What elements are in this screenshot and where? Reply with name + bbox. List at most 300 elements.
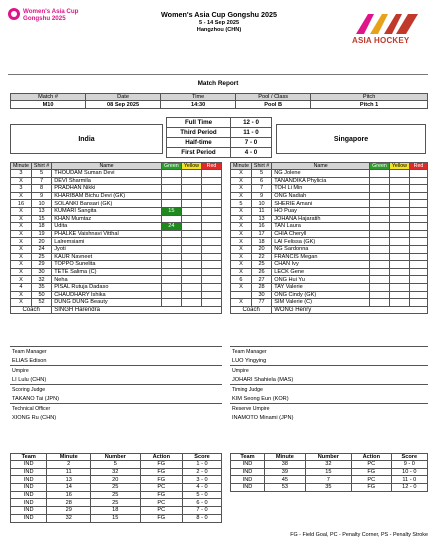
match-pool: Pool B	[236, 101, 311, 109]
red-card-cell	[202, 268, 222, 276]
official-label: Team Manager	[12, 349, 47, 355]
goal-row	[231, 461, 428, 469]
player-minute: X	[231, 299, 252, 307]
goal-team: IND	[11, 499, 47, 507]
goal-minute: 2	[47, 461, 91, 469]
player-row	[231, 200, 428, 208]
goal-score: 8 - 0	[183, 514, 222, 522]
player-row	[231, 185, 428, 193]
player-shirt: 20	[31, 238, 51, 246]
asia-hockey-logo	[350, 14, 424, 48]
red-card-cell	[202, 192, 222, 200]
goal-team: IND	[231, 476, 265, 484]
goal-score: 12 - 0	[391, 484, 427, 492]
player-shirt: 5	[31, 170, 51, 178]
score-row	[167, 118, 272, 128]
player-row	[231, 230, 428, 238]
yellow-card-cell	[181, 185, 201, 193]
yellow-card-cell	[389, 245, 409, 253]
goal-action: FG	[140, 514, 182, 522]
green-card-cell	[161, 291, 181, 299]
event-logo-mark	[8, 8, 20, 20]
player-name: TAN Laura	[272, 223, 370, 231]
player-row	[231, 223, 428, 231]
score-value: 7 - 0	[231, 138, 272, 148]
player-shirt: 19	[31, 230, 51, 238]
player-shirt: 7	[251, 185, 271, 193]
official-value: LI Lulu (CHN)	[12, 377, 47, 383]
player-name: KHAN Mumtaz	[52, 215, 162, 223]
player-shirt: 32	[31, 276, 51, 284]
player-row	[11, 299, 222, 307]
green-card-cell	[161, 215, 181, 223]
event-logo-line1: Women's Asia Cup	[23, 8, 79, 15]
player-row	[11, 200, 222, 208]
player-shirt: 29	[31, 261, 51, 269]
player-shirt: 20	[251, 245, 271, 253]
green-card-cell	[370, 192, 390, 200]
goal-action: FG	[140, 491, 182, 499]
yellow-card-cell	[389, 177, 409, 185]
player-minute: X	[11, 299, 32, 307]
player-name: LECK Gene	[272, 268, 370, 276]
score-value: 12 - 0	[231, 118, 272, 128]
player-row	[11, 268, 222, 276]
player-row	[11, 245, 222, 253]
green-card-cell	[161, 253, 181, 261]
player-minute: X	[11, 268, 32, 276]
goal-minute: 53	[264, 484, 305, 492]
yellow-card-cell	[181, 245, 201, 253]
yellow-card-cell	[389, 230, 409, 238]
player-shirt: 13	[31, 207, 51, 215]
green-card-cell	[370, 200, 390, 208]
goal-minute: 14	[47, 484, 91, 492]
player-shirt: 25	[31, 253, 51, 261]
green-card-cell	[370, 207, 390, 215]
yellow-card-cell	[181, 200, 201, 208]
player-row	[231, 177, 428, 185]
player-shirt: 27	[251, 276, 271, 284]
red-card-cell	[410, 170, 428, 178]
yellow-card-cell	[181, 223, 201, 231]
green-card-cell: 24	[161, 223, 181, 231]
goal-minute: 13	[47, 476, 91, 484]
red-card-cell	[410, 177, 428, 185]
pitch-header: Pitch	[311, 94, 428, 101]
minute-header: Minute	[231, 163, 252, 170]
goal-row	[11, 484, 222, 492]
yellow-card-cell	[389, 185, 409, 193]
green-card-cell	[370, 245, 390, 253]
player-name: CHIA Cheryll	[272, 230, 370, 238]
player-name: TAY Valerie	[272, 283, 370, 291]
score-row	[167, 138, 272, 148]
player-minute: X	[231, 215, 252, 223]
goal-team: IND	[11, 491, 47, 499]
yellow-card-cell	[181, 253, 201, 261]
player-shirt: 30	[31, 268, 51, 276]
player-minute: X	[11, 177, 32, 185]
official-label: Timing Judge	[232, 387, 263, 393]
goal-number: 32	[305, 461, 351, 469]
player-minute: X	[11, 245, 32, 253]
player-row	[11, 207, 222, 215]
goal-score: 5 - 0	[183, 491, 222, 499]
official-item	[230, 365, 428, 384]
goal-number: 35	[305, 484, 351, 492]
player-row	[11, 185, 222, 193]
player-name: TETE Salima (C)	[52, 268, 162, 276]
player-minute: 3	[11, 170, 32, 178]
yellow-card-cell	[181, 268, 201, 276]
red-card-cell	[410, 268, 428, 276]
goal-action: FG	[140, 468, 182, 476]
asia-hockey-logo-text: ASIA HOCKEY	[352, 36, 410, 45]
goal-minute: 29	[47, 507, 91, 515]
green-card-cell	[370, 276, 390, 284]
player-name: JOHANA Hajaratih	[272, 215, 370, 223]
player-minute: X	[231, 261, 252, 269]
red-card-cell	[202, 291, 222, 299]
player-shirt: 18	[31, 223, 51, 231]
goal-row	[11, 491, 222, 499]
player-name: FRANCIS Megan	[272, 253, 370, 261]
player-shirt: 11	[251, 207, 271, 215]
official-label: Technical Officer	[12, 406, 51, 412]
green-card-cell	[370, 177, 390, 185]
player-row	[231, 276, 428, 284]
goal-row	[231, 468, 428, 476]
red-card-cell	[202, 185, 222, 193]
player-shirt: 16	[251, 223, 271, 231]
player-minute: X	[231, 283, 252, 291]
goal-minute: 38	[264, 461, 305, 469]
player-name: PHALKE Vaishnavi Vitthal	[52, 230, 162, 238]
green-card-cell	[370, 185, 390, 193]
goal-number: 25	[91, 499, 141, 507]
yellow-card-cell	[389, 223, 409, 231]
player-shirt: 6	[251, 177, 271, 185]
goal-team: IND	[11, 514, 47, 522]
player-name: Udita	[52, 223, 162, 231]
red-card-cell	[410, 185, 428, 193]
green-card-cell	[370, 223, 390, 231]
goal-number: 7	[305, 476, 351, 484]
player-name: TANANDIKA Phylicia	[272, 177, 370, 185]
green-card-cell	[161, 299, 181, 307]
official-value: JOHARI Shahiela (MAS)	[232, 377, 294, 383]
player-row	[11, 261, 222, 269]
goals-table-left	[10, 453, 222, 523]
goal-score: 11 - 0	[391, 476, 427, 484]
red-card-cell	[410, 192, 428, 200]
red-card-cell	[202, 200, 222, 208]
official-label: Umpire	[12, 368, 29, 374]
yellow-card-cell	[389, 215, 409, 223]
match-pitch: Pitch 1	[311, 101, 428, 109]
goal-number: 20	[91, 476, 141, 484]
player-shirt: 24	[31, 245, 51, 253]
player-row	[11, 291, 222, 299]
goals-table-right	[230, 453, 428, 492]
player-row	[231, 170, 428, 178]
official-item	[230, 346, 428, 365]
green-card-cell	[161, 200, 181, 208]
player-shirt: 28	[251, 283, 271, 291]
green-card-cell	[161, 238, 181, 246]
red-card-cell	[410, 207, 428, 215]
green-card-cell	[370, 170, 390, 178]
coach-row	[231, 306, 428, 314]
yellow-card-header: Yellow	[389, 163, 409, 170]
goal-row	[231, 484, 428, 492]
red-card-cell	[410, 215, 428, 223]
player-name: KAUR Navneet	[52, 253, 162, 261]
goal-score: 2 - 0	[183, 468, 222, 476]
shirt-header: Shirt #	[31, 163, 51, 170]
goal-number: 25	[91, 491, 141, 499]
goal-minute: 16	[47, 491, 91, 499]
goal-score: 1 - 0	[183, 461, 222, 469]
score-label: Half-time	[167, 138, 231, 148]
player-shirt: 9	[31, 192, 51, 200]
goal-score: 4 - 0	[183, 484, 222, 492]
official-label: Reserve Umpire	[232, 406, 270, 412]
report-title: Match Report	[197, 80, 239, 87]
home-roster-table	[10, 162, 222, 314]
goal-number-header: Number	[305, 454, 351, 461]
player-name: LAI Felissa (GK)	[272, 238, 370, 246]
green-card-cell	[161, 192, 181, 200]
red-card-cell	[410, 291, 428, 299]
green-card-cell	[161, 177, 181, 185]
goal-minute: 45	[264, 476, 305, 484]
red-card-cell	[202, 283, 222, 291]
yellow-card-cell	[389, 261, 409, 269]
official-value: KIM Seong Eun (KOR)	[232, 396, 289, 402]
coach-row	[11, 306, 222, 314]
player-name: ONG Hui Yu	[272, 276, 370, 284]
red-card-cell	[410, 238, 428, 246]
player-name: TOH Li Min	[272, 185, 370, 193]
player-name: DEVI Sharmila	[52, 177, 162, 185]
goal-minute: 28	[47, 499, 91, 507]
player-row	[231, 261, 428, 269]
player-row	[231, 215, 428, 223]
asia-hockey-logo-mark	[356, 14, 418, 34]
player-shirt: 7	[31, 177, 51, 185]
red-card-cell	[202, 245, 222, 253]
header-divider	[8, 74, 428, 75]
official-value: LUO Yingying	[232, 358, 267, 364]
official-value: ELIAS Edison	[12, 358, 47, 364]
player-name: KUMARI Sangita	[52, 207, 162, 215]
minute-header: Minute	[11, 163, 32, 170]
away-roster-table	[230, 162, 428, 314]
official-value: TAKANO Tai (JPN)	[12, 396, 60, 402]
goal-team: IND	[11, 468, 47, 476]
goal-score-header: Score	[391, 454, 427, 461]
player-row	[11, 283, 222, 291]
score-label: Full Time	[167, 118, 231, 128]
red-card-cell	[202, 207, 222, 215]
score-value: 11 - 0	[231, 128, 272, 138]
player-row	[231, 268, 428, 276]
goal-score: 10 - 0	[391, 468, 427, 476]
green-card-cell	[370, 268, 390, 276]
goal-row	[11, 468, 222, 476]
home-team-name: India	[10, 124, 163, 154]
official-value: INAMOTO Minami (JPN)	[232, 415, 294, 421]
coach-name: SINGH Harendra	[52, 306, 222, 314]
goal-minute: 32	[47, 514, 91, 522]
player-name: SOLANKI Bansari (GK)	[52, 200, 162, 208]
match-number: M10	[11, 101, 86, 109]
player-minute: 3	[11, 185, 32, 193]
player-shirt: 50	[31, 291, 51, 299]
player-shirt: 30	[251, 291, 271, 299]
player-minute: 6	[231, 276, 252, 284]
green-card-cell	[370, 253, 390, 261]
green-card-cell	[370, 238, 390, 246]
red-card-cell	[410, 200, 428, 208]
player-minute: X	[231, 230, 252, 238]
yellow-card-cell	[389, 207, 409, 215]
goal-score-header: Score	[183, 454, 222, 461]
goal-minute-header: Minute	[264, 454, 305, 461]
green-card-cell	[161, 276, 181, 284]
red-card-cell	[202, 223, 222, 231]
red-card-cell	[202, 177, 222, 185]
goal-action: PC	[140, 484, 182, 492]
yellow-card-cell	[181, 215, 201, 223]
player-minute: X	[231, 268, 252, 276]
official-item	[10, 346, 222, 365]
score-label: First Period	[167, 148, 231, 158]
player-row	[231, 238, 428, 246]
red-card-header: Red	[410, 163, 428, 170]
player-minute: 4	[11, 283, 32, 291]
coach-label: Coach	[11, 306, 52, 314]
score-label: Third Period	[167, 128, 231, 138]
red-card-cell	[410, 261, 428, 269]
action-legend: FG - Field Goal, PC - Penalty Corner, PS - Penalty Stroke	[290, 532, 428, 538]
player-minute: X	[11, 238, 32, 246]
player-row	[231, 299, 428, 307]
official-item	[230, 403, 428, 422]
red-card-cell	[202, 215, 222, 223]
green-card-cell	[161, 268, 181, 276]
red-card-cell	[202, 276, 222, 284]
goal-score: 9 - 0	[391, 461, 427, 469]
player-row	[11, 230, 222, 238]
date-header: Date	[86, 94, 161, 101]
red-card-cell	[202, 230, 222, 238]
player-minute: X	[231, 223, 252, 231]
player-row	[11, 177, 222, 185]
player-shirt: 17	[251, 230, 271, 238]
player-minute: X	[231, 207, 252, 215]
player-row	[231, 245, 428, 253]
official-value: XIONG Ru (CHN)	[12, 415, 57, 421]
goal-action: FG	[140, 476, 182, 484]
official-item	[230, 384, 428, 403]
player-row	[231, 253, 428, 261]
red-card-cell	[202, 170, 222, 178]
player-row	[11, 170, 222, 178]
goal-team: IND	[11, 476, 47, 484]
player-shirt: 10	[31, 200, 51, 208]
event-venue: Hangzhou (CHN)	[196, 27, 242, 33]
pool-header: Pool / Class	[236, 94, 311, 101]
player-row	[11, 276, 222, 284]
green-card-cell	[161, 245, 181, 253]
goal-team-header: Team	[231, 454, 265, 461]
player-name: ONG Cindy (GK)	[272, 291, 370, 299]
green-card-cell	[161, 185, 181, 193]
away-team-name: Singapore	[276, 124, 426, 154]
player-row	[11, 223, 222, 231]
green-card-cell	[161, 261, 181, 269]
goal-number-header: Number	[91, 454, 141, 461]
goal-action-header: Action	[140, 454, 182, 461]
yellow-card-cell	[389, 276, 409, 284]
goal-action: PC	[140, 507, 182, 515]
green-card-cell	[370, 299, 390, 307]
player-minute: X	[11, 207, 32, 215]
match-time: 14:30	[161, 101, 236, 109]
player-minute: X	[231, 177, 252, 185]
goal-team: IND	[231, 468, 265, 476]
goal-row	[231, 476, 428, 484]
yellow-card-cell	[389, 170, 409, 178]
red-card-cell	[410, 253, 428, 261]
player-minute: X	[231, 253, 252, 261]
green-card-cell	[370, 261, 390, 269]
event-logo	[8, 6, 79, 32]
player-row	[11, 215, 222, 223]
green-card-cell	[370, 230, 390, 238]
yellow-card-cell	[181, 276, 201, 284]
yellow-card-cell	[389, 268, 409, 276]
goal-number: 18	[91, 507, 141, 515]
name-header: Name	[52, 163, 162, 170]
event-dates: 5 - 14 Sep 2025	[198, 20, 240, 26]
goal-number: 15	[305, 468, 351, 476]
score-row	[167, 148, 272, 158]
goal-score: 3 - 0	[183, 476, 222, 484]
player-row	[231, 291, 428, 299]
player-shirt: 13	[251, 215, 271, 223]
player-shirt: 35	[31, 283, 51, 291]
player-name: DUNG DUNG Beauty	[52, 299, 162, 307]
player-name: NG Sardonna	[272, 245, 370, 253]
player-shirt: 52	[31, 299, 51, 307]
goal-row	[11, 461, 222, 469]
red-card-header: Red	[202, 163, 222, 170]
goal-minute-header: Minute	[47, 454, 91, 461]
official-item	[10, 365, 222, 384]
player-minute: 16	[11, 200, 32, 208]
player-shirt: 5	[251, 170, 271, 178]
green-card-cell	[161, 283, 181, 291]
player-name: CHAUDHARY Ishika	[52, 291, 162, 299]
yellow-card-cell	[389, 299, 409, 307]
player-name: PISAL Rutuja Dadaso	[52, 283, 162, 291]
goal-number: 25	[91, 484, 141, 492]
goal-action: FG	[140, 461, 182, 469]
